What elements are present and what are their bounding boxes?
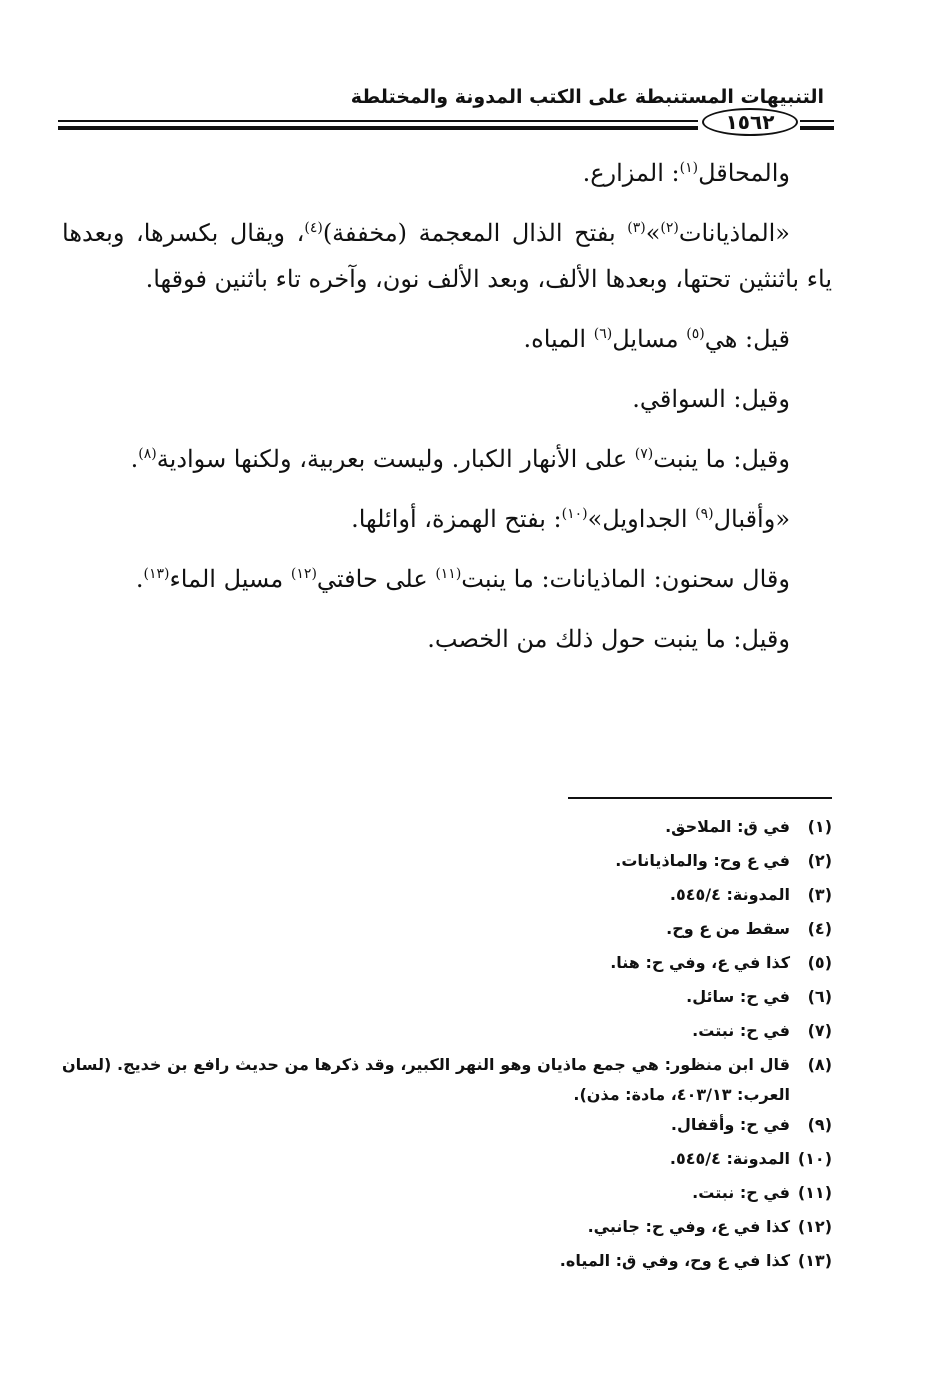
footnote-item — [62, 1050, 832, 1110]
footnote-item — [62, 812, 832, 846]
footnote-text: في ع وح: والماذيانات. — [615, 851, 790, 870]
text-run: «وأقبال — [713, 505, 790, 533]
footnote-ref: (٤) — [304, 220, 323, 236]
footnote-ref: (٥) — [686, 326, 705, 342]
footnote-item — [62, 948, 832, 982]
text-run: وقيل: السواقي. — [632, 385, 790, 413]
text-run: والمحاقل — [698, 159, 790, 187]
footnote-item — [62, 1246, 832, 1280]
footnote-number: (١٣) — [797, 1251, 832, 1270]
paragraph-4 — [62, 376, 832, 422]
text-run: على حافتي — [316, 565, 436, 593]
footnote-text: في ح: سائل. — [686, 987, 790, 1006]
footnote-item — [62, 1178, 832, 1212]
footnote-ref: (٨) — [138, 446, 157, 462]
text-run: بفتح الذال المعجمة (مخففة) — [322, 219, 628, 247]
text-run: وقيل: ما ينبت حول ذلك من الخصب. — [427, 625, 790, 653]
header-rule-thick — [58, 126, 698, 130]
text-run: «الماذيانات — [678, 219, 790, 247]
text-run: وقال سحنون: الماذيانات: ما ينبت — [461, 565, 790, 593]
footnote-number: (٧) — [807, 1021, 832, 1040]
footnote-text: كذا في ع، وفي ح: هنا. — [610, 953, 790, 972]
footnote-item — [62, 1144, 832, 1178]
footnote-text: المدونة: ٥٤٥/٤. — [669, 1149, 790, 1168]
footnote-item — [62, 846, 832, 880]
footnote-number: (٢) — [807, 851, 832, 870]
text-run: على الأنهار الكبار. وليست بعربية، ولكنها سوادية — [156, 445, 635, 473]
footnote-ref: (٧) — [634, 446, 654, 462]
footnote-text: سقط من ع وح. — [666, 919, 790, 938]
footnote-number: (٩) — [807, 1115, 832, 1134]
footnote-text: كذا في ع، وفي ح: جانبي. — [587, 1217, 790, 1236]
text-run: » — [645, 219, 661, 247]
footnote-item — [62, 914, 832, 948]
footnote-item — [62, 880, 832, 914]
footnote-text: في ح: نبتت. — [692, 1183, 790, 1202]
paragraph-7 — [62, 556, 832, 602]
paragraph-1 — [62, 150, 832, 196]
footnote-item — [62, 1110, 832, 1144]
footnote-ref: (١) — [679, 160, 699, 176]
footnote-number: (٥) — [807, 953, 832, 972]
text-run: وقيل: ما ينبت — [653, 445, 790, 473]
text-run: ، ويقال بكسرها، وبعدها ياء باثنثين تحتها، وبعدها الألف، وبعد الألف نون، وآخره تاء باثنين فوقها. — [62, 219, 832, 293]
paragraph-6 — [62, 496, 832, 542]
page-number: ١٥٦٢ — [702, 108, 798, 136]
header-rule-thick-right — [800, 126, 834, 130]
running-title: التنبيهات المستنبطة على الكتب المدونة والمختلطة — [350, 86, 824, 108]
text-run: قيل: هي — [704, 325, 790, 353]
text-run: . — [135, 565, 144, 593]
footnote-text: قال ابن منظور: هي جمع ماذيان وهو النهر الكبير، وقد ذكرها من حديث رافع بن خديج. (لسان العرب: ٤٠٣/١٣، مادة: مذن). — [62, 1055, 790, 1104]
footnote-separator — [568, 797, 832, 799]
header-rule-thin-right — [800, 120, 834, 122]
header-rule-thin — [58, 120, 698, 122]
main-text — [62, 150, 832, 662]
footnote-text: في ح: وأقفال. — [670, 1115, 790, 1134]
text-run: . — [130, 445, 139, 473]
footnote-number: (٨) — [807, 1055, 832, 1074]
footnote-ref: (١٣) — [143, 566, 170, 582]
text-run: : بفتح الهمزة، أوائلها. — [351, 505, 562, 533]
footnote-number: (١٢) — [797, 1217, 832, 1236]
footnote-ref: (١٢) — [290, 566, 317, 582]
paragraph-8 — [62, 616, 832, 662]
footnote-number: (١١) — [797, 1183, 832, 1202]
footnote-number: (١٠) — [797, 1149, 832, 1168]
footnote-ref: (١٠) — [561, 506, 588, 522]
footnote-ref: (٣) — [627, 220, 646, 236]
footnote-ref: (٢) — [660, 220, 679, 236]
footnote-ref: (١١) — [435, 566, 462, 582]
page-header — [58, 82, 834, 138]
footnote-number: (٤) — [807, 919, 832, 938]
footnote-ref: (٦) — [593, 326, 613, 342]
footnote-number: (٣) — [807, 885, 832, 904]
footnote-number: (٦) — [807, 987, 832, 1006]
footnote-item — [62, 1016, 832, 1050]
footnote-text: كذا في ع وح، وفي ق: المياه. — [559, 1251, 790, 1270]
text-run: : المزارع. — [582, 159, 680, 187]
text-run: المياه. — [523, 325, 594, 353]
footnote-text: المدونة: ٥٤٥/٤. — [669, 885, 790, 904]
footnote-item — [62, 1212, 832, 1246]
paragraph-2 — [62, 210, 832, 302]
text-run: مسيل الماء — [169, 565, 291, 593]
footnote-text: في ق: الملاحق. — [665, 817, 790, 836]
text-run: مسايل — [612, 325, 687, 353]
footnote-text: في ح: نبتت. — [692, 1021, 790, 1040]
footnote-ref: (٩) — [695, 506, 714, 522]
footnote-number: (١) — [807, 817, 832, 836]
paragraph-5 — [62, 436, 832, 482]
paragraph-3 — [62, 316, 832, 362]
text-run: الجداويل» — [587, 505, 696, 533]
footnote-item — [62, 982, 832, 1016]
footnotes — [62, 812, 832, 1280]
